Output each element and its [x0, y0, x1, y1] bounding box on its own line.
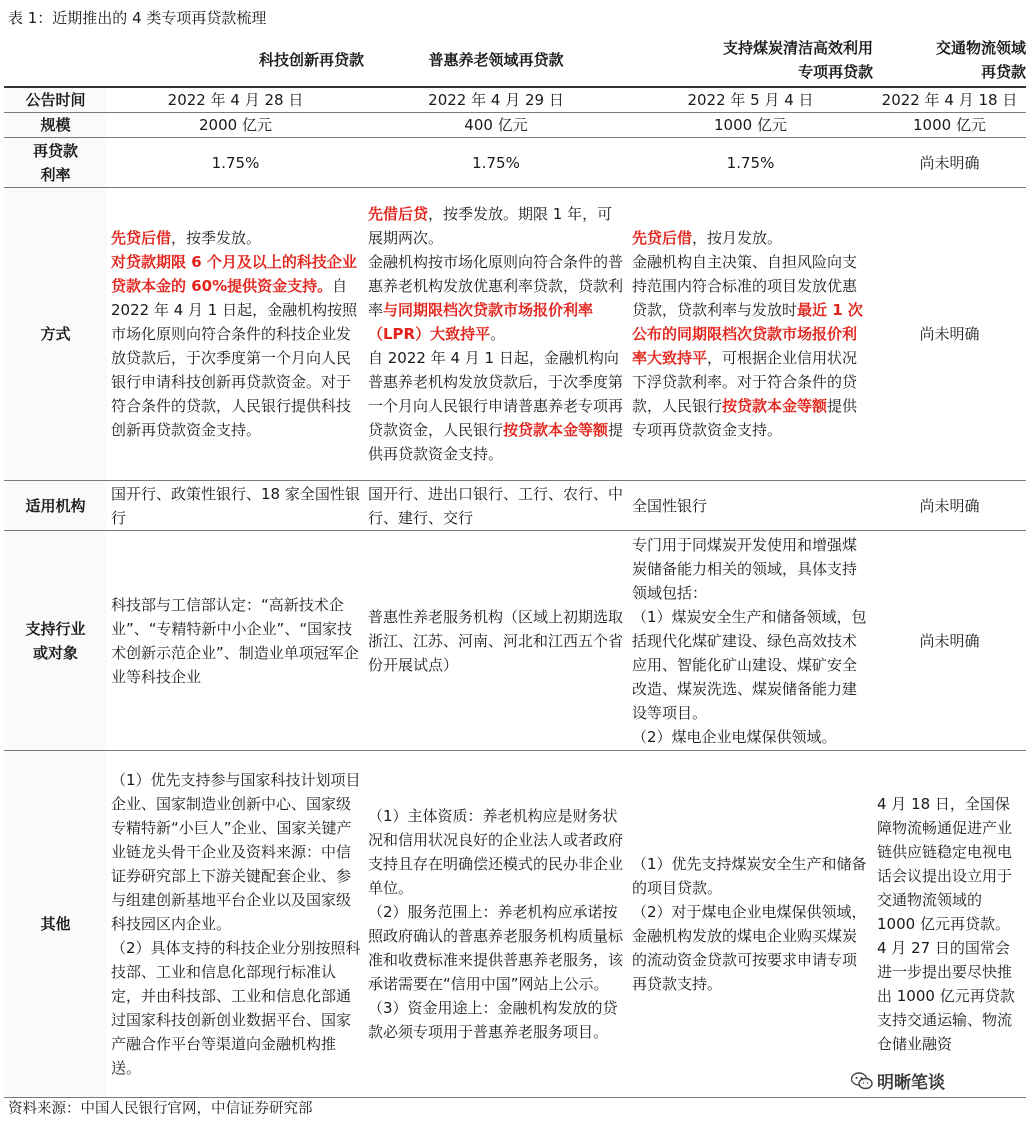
label-targets-line1: 支持行业	[25, 619, 86, 638]
method-elderly-p3-emph: 按贷款本金等额	[503, 421, 609, 439]
scale-logistics: 1000 亿元	[873, 113, 1026, 138]
method-elderly-p2	[368, 250, 626, 346]
rate-tech: 1.75%	[107, 138, 364, 188]
other-elderly-p2: （2）服务范围上：养老机构应承诺按照政府确认的普惠养老服务机构质量标准和收费标准来提供普惠养老服务，该承诺需要在“信用中国”网站上公示。	[368, 903, 624, 993]
institutions-elderly-text: 国开行、进出口银行、工行、农行、中行、建行、交行	[368, 484, 624, 527]
other-elderly	[364, 751, 628, 1098]
targets-elderly-text: 普惠性养老服务机构（区域上初期选取浙江、江苏、河南、河北和江西五个省份开展试点）	[368, 607, 624, 674]
watermark-text: 明晰笔谈	[877, 1073, 945, 1093]
method-coal-p2	[632, 250, 871, 442]
method-coal-p2-c: 提供专项再贷款资金支持。	[632, 397, 858, 439]
header-logistics-line1: 交通物流领域	[935, 38, 1026, 57]
relending-table	[4, 33, 1026, 1098]
method-elderly	[364, 188, 628, 481]
watermark	[851, 1068, 945, 1093]
method-coal-p2-emph2: 按贷款本金等额	[722, 397, 828, 415]
label-rate-line1: 再贷款	[32, 141, 78, 160]
other-logistics	[873, 751, 1026, 1098]
announce-date-logistics: 2022 年 4 月 18 日	[873, 87, 1026, 113]
announce-date-coal: 2022 年 5 月 4 日	[628, 87, 873, 113]
method-coal-p2-b: ，可根据企业信用状况下浮贷款利率。对于符合条件的贷款，人民银行	[632, 349, 858, 415]
method-elderly-p3-b: 提供再贷款资金支持。	[368, 421, 624, 463]
wechat-icon	[851, 1072, 873, 1090]
other-tech-p1: （1）优先支持参与国家科技计划项目企业、国家制造业创新中心、国家级专精特新“小巨人”企业、国家关键产业链龙头骨干企业及资料来源：中信证券研究部上下游关键配套企业、参与组建创新基地平台企业以及国家级科技园区内企业。	[111, 771, 361, 933]
header-logistics	[873, 33, 1026, 87]
targets-coal-p1: 专门用于同煤炭开发使用和增强煤炭储备能力相关的领域，具体支持领域包括：	[632, 535, 858, 602]
method-tech-p1-emph: 先贷后借	[111, 229, 172, 247]
announce-date-tech: 2022 年 4 月 28 日	[107, 87, 364, 113]
label-rate-line2: 利率	[40, 165, 71, 184]
other-coal-p2: （2）对于煤电企业电煤保供领域，金融机构发放的煤电企业购买煤炭的流动资金贷款可按要求申请专项再贷款支持。	[632, 903, 867, 993]
method-logistics: 尚未明确	[873, 188, 1026, 481]
rate-coal: 1.75%	[628, 138, 873, 188]
announce-date-elderly: 2022 年 4 月 29 日	[364, 87, 628, 113]
scale-elderly: 400 亿元	[364, 113, 628, 138]
other-elderly-p1: （1）主体资质：养老机构应是财务状况和信用状况良好的企业法人或者政府支持且存在明确偿还模式的民办非企业单位。	[368, 807, 624, 897]
header-logistics-line2: 再贷款	[980, 62, 1026, 81]
table-caption: 表 1：近期推出的 4 类专项再贷款梳理	[8, 9, 267, 27]
row-targets	[4, 531, 1026, 751]
header-row	[4, 33, 1026, 87]
header-coal	[628, 33, 873, 87]
other-logistics-p1: 4 月 18 日，全国保障物流畅通促进产业链供应链稳定电视电话会议提出设立用于交通物流领域的 1000 亿元再贷款。	[877, 795, 1013, 933]
institutions-coal	[628, 481, 873, 531]
other-coal-p1: （1）优先支持煤炭安全生产和储备的项目贷款。	[632, 855, 867, 897]
method-coal-p2-emph: 最近 1 次公布的同期限档次贷款市场报价利率大致持平	[632, 301, 863, 367]
method-coal	[628, 188, 873, 481]
row-institutions	[4, 481, 1026, 531]
method-coal-p1-emph: 先贷后借	[632, 229, 693, 247]
other-tech	[107, 751, 364, 1098]
method-elderly-p2-b: 。	[490, 325, 506, 343]
method-tech-p2-rest: 自 2022 年 4 月 1 日起，金融机构按照市场化原则向符合条件的科技企业发放贷款后，于次季度第一个月向人民银行申请科技创新再贷款资金。对于符合条件的贷款，人民银行提供科技创新再贷款资金支持。	[111, 277, 358, 439]
method-coal-p1-rest: ，按月发放。	[692, 229, 783, 247]
scale-coal: 1000 亿元	[628, 113, 873, 138]
targets-coal-p3: （2）煤电企业电煤保供领域。	[632, 727, 837, 746]
label-targets	[4, 531, 107, 751]
method-tech-p2-emph: 对贷款期限 6 个月及以上的科技企业贷款本金的 60%提供资金支持。	[111, 253, 357, 295]
method-elderly-p2-a: 金融机构按市场化原则向符合条件的普惠养老机构发放优惠利率贷款，贷款利率	[368, 253, 624, 319]
method-elderly-p1-rest: ，按季发放。期限 1 年，可展期两次。	[368, 205, 613, 247]
row-announce-date	[4, 87, 1026, 113]
method-coal-p2-a: 金融机构自主决策、自担风险向支持范围内符合标准的项目发放优惠贷款，贷款利率与发放时	[632, 253, 858, 319]
method-tech	[107, 188, 364, 481]
label-institutions: 适用机构	[4, 481, 107, 531]
method-tech-p2	[111, 250, 362, 442]
rate-logistics: 尚未明确	[873, 138, 1026, 188]
method-elderly-p2-emph: 与同期限档次贷款市场报价利率（LPR）大致持平	[368, 301, 594, 343]
label-rate	[4, 138, 107, 188]
institutions-elderly	[364, 481, 628, 531]
institutions-tech-text: 国开行、政策性银行、18 家全国性银行	[111, 484, 360, 527]
method-tech-p1	[111, 226, 362, 250]
other-logistics-p2: 4 月 27 日的国常会进一步提出要尽快推出 1000 亿元再贷款支持交通运输、物流仓储业融资	[877, 939, 1015, 1053]
method-tech-p1-rest: ，按季发放。	[171, 229, 262, 247]
targets-logistics: 尚未明确	[873, 531, 1026, 751]
row-rate	[4, 138, 1026, 188]
scale-tech: 2000 亿元	[107, 113, 364, 138]
source-note: 资料来源：中国人民银行官网，中信证券研究部	[8, 1101, 313, 1117]
institutions-tech	[107, 481, 364, 531]
targets-coal-p2: （1）煤炭安全生产和储备领域，包括现代化煤矿建设、绿色高效技术应用、智能化矿山建设、煤矿安全改造、煤炭洗选、煤炭储备能力建设等项目。	[632, 607, 867, 722]
targets-tech	[107, 531, 364, 751]
header-coal-line1: 支持煤炭清洁高效利用	[722, 38, 873, 57]
label-targets-line2: 或对象	[32, 643, 78, 662]
method-elderly-p3-a: 自 2022 年 4 月 1 日起，金融机构向普惠养老机构发放贷款后，于次季度第一个月向人民银行申请普惠养老专项再贷款资金，人民银行	[368, 349, 624, 439]
header-tech-innovation: 科技创新再贷款	[107, 33, 364, 87]
targets-tech-text: 科技部与工信部认定：“高新技术企业”、“专精特新中小企业”、“国家技术创新示范企业”、制造业单项冠军企业等科技企业	[111, 595, 359, 686]
other-tech-p2: （2）具体支持的科技企业分别按照科技部、工业和信息化部现行标准认定，并由科技部、工业和信息化部通过国家科技创新创业数据平台、国家产融合作平台等渠道向金融机构推送。	[111, 939, 361, 1077]
header-coal-line2: 专项再贷款	[797, 62, 873, 81]
label-other: 其他	[4, 751, 107, 1098]
other-coal	[628, 751, 873, 1098]
institutions-logistics: 尚未明确	[873, 481, 1026, 531]
label-scale: 规模	[4, 113, 107, 138]
other-elderly-p3: （3）资金用途上：金融机构发放的贷款必须专项用于普惠养老服务项目。	[368, 999, 618, 1041]
header-elderly-care: 普惠养老领域再贷款	[364, 33, 628, 87]
label-announce-date: 公告时间	[4, 87, 107, 113]
row-method	[4, 188, 1026, 481]
row-scale	[4, 113, 1026, 138]
targets-elderly	[364, 531, 628, 751]
header-blank	[4, 33, 107, 87]
label-method: 方式	[4, 188, 107, 481]
row-other	[4, 751, 1026, 1098]
method-elderly-p3	[368, 346, 626, 466]
rate-elderly: 1.75%	[364, 138, 628, 188]
targets-coal	[628, 531, 873, 751]
method-elderly-p1-emph: 先借后贷	[368, 205, 429, 223]
institutions-coal-text: 全国性银行	[632, 496, 708, 515]
method-coal-p1	[632, 226, 871, 250]
method-elderly-p1	[368, 202, 626, 250]
